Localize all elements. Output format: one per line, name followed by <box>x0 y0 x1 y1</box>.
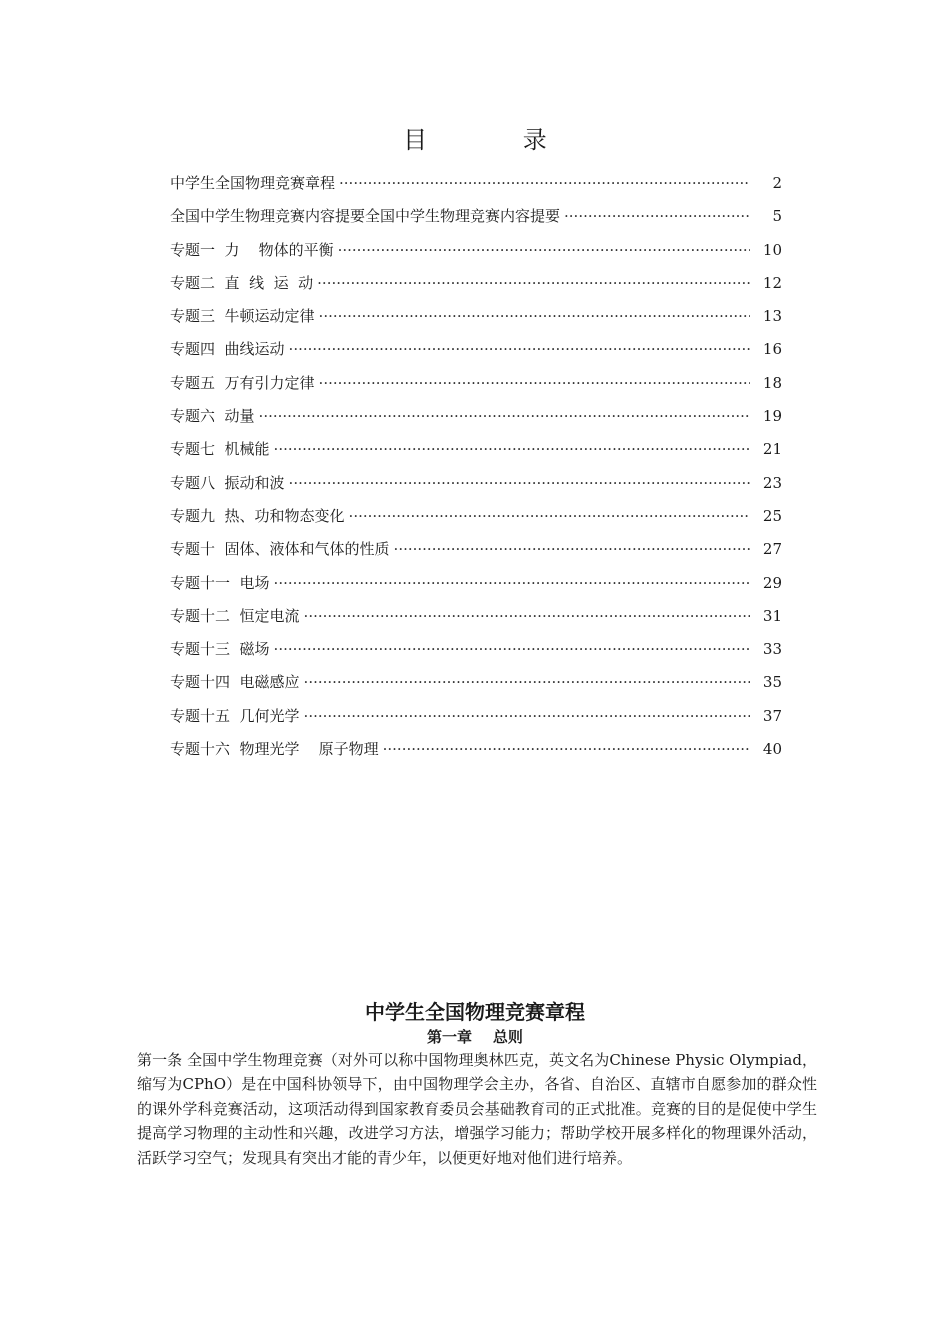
toc-entry-label: 专题十四 电磁感应 <box>170 673 300 692</box>
toc-entry[interactable] <box>170 605 782 638</box>
toc-entry-label: 专题一 力 物体的平衡 <box>170 240 334 259</box>
toc-leader-dots <box>274 440 750 458</box>
toc-entry[interactable] <box>170 505 782 538</box>
toc-entry[interactable] <box>170 372 782 405</box>
toc-entry-page: 19 <box>762 407 782 426</box>
toc-entry-label: 专题五 万有引力定律 <box>170 373 315 392</box>
toc-entry[interactable] <box>170 305 782 338</box>
toc-entry[interactable] <box>170 538 782 571</box>
toc-entry-label: 全国中学生物理竞赛内容提要全国中学生物理竞赛内容提要 <box>170 207 561 226</box>
article-paragraph: 第一条 全国中学生物理竞赛（对外可以称中国物理奥林匹克，英文名为Chinese Physic Olympiad，缩写为CPhO）是在中国科协领导下，由中国物理学会主办，各省、自治区、直辖市自愿参加的群众性的课外学科竞赛活动，这项活动得到国家教育委员会基础教育司的正式批准。竞赛的目的是促使中学生提高学习物理的主动性和兴趣，改进学习方法，增强学习能力；帮助学校开展多样化的物理课外活动，活跃学习空气；发现具有突出才能的青少年，以便更好地对他们进行培养。 <box>137 1051 817 1167</box>
toc-entry-page: 33 <box>762 640 782 659</box>
toc-entry-page: 35 <box>762 673 782 692</box>
toc-entry[interactable] <box>170 438 782 471</box>
toc-entry-page: 37 <box>762 706 782 725</box>
toc-entry[interactable] <box>170 738 782 771</box>
toc-entry-page: 2 <box>772 174 782 192</box>
toc-entry-page: 12 <box>762 273 782 292</box>
toc-entry-label: 中学生全国物理竞赛章程 <box>170 174 336 192</box>
toc-entry-page: 31 <box>762 606 782 625</box>
toc-entry[interactable] <box>170 239 782 272</box>
toc-leader-dots <box>319 374 750 392</box>
toc-leader-dots <box>319 307 750 325</box>
toc-title: 目 录 <box>403 126 591 154</box>
toc-entry-page: 40 <box>762 740 782 759</box>
toc-entry[interactable] <box>170 338 782 371</box>
toc-entry-label: 专题八 振动和波 <box>170 473 285 492</box>
toc-entry-label: 专题十五 几何光学 <box>170 706 300 725</box>
toc-entry-label: 专题二 直 线 运 动 <box>170 273 314 292</box>
toc-entry-label: 专题四 曲线运动 <box>170 340 285 359</box>
toc-entry[interactable] <box>170 472 782 505</box>
toc-entry-page: 16 <box>762 340 782 359</box>
toc-leader-dots <box>349 507 750 525</box>
toc-leader-dots <box>394 540 750 558</box>
toc-entry[interactable] <box>170 172 782 205</box>
toc-entry-page: 27 <box>762 540 782 559</box>
toc-entry-page: 18 <box>762 373 782 392</box>
toc-leader-dots <box>259 407 750 425</box>
toc-entry[interactable] <box>170 205 782 238</box>
toc-leader-dots <box>317 274 750 292</box>
toc-entry-page: 23 <box>762 473 782 492</box>
chapter-heading: 第一章 总则 <box>427 1028 523 1046</box>
toc-entry-label: 专题十三 磁场 <box>170 640 270 659</box>
toc-leader-dots <box>274 574 750 592</box>
toc-entry-label: 专题十二 恒定电流 <box>170 606 300 625</box>
toc-leader-dots <box>274 640 750 658</box>
table-of-contents <box>170 172 782 771</box>
toc-entry[interactable] <box>170 671 782 704</box>
toc-entry[interactable] <box>170 405 782 438</box>
toc-leader-dots <box>304 673 750 691</box>
toc-leader-dots <box>304 707 750 725</box>
toc-entry-label: 专题十一 电场 <box>170 573 270 592</box>
toc-entry[interactable] <box>170 705 782 738</box>
toc-entry-label: 专题三 牛顿运动定律 <box>170 307 315 326</box>
toc-leader-dots <box>383 740 750 758</box>
toc-entry-page: 10 <box>762 240 782 259</box>
toc-entry-page: 29 <box>762 573 782 592</box>
toc-leader-dots <box>289 474 750 492</box>
toc-entry-page: 5 <box>772 207 782 226</box>
toc-entry-label: 专题七 机械能 <box>170 440 270 459</box>
toc-leader-dots <box>338 241 750 259</box>
toc-entry[interactable] <box>170 272 782 305</box>
toc-entry-label: 专题十六 物理光学 原子物理 <box>170 740 379 759</box>
toc-entry-label: 专题十 固体、液体和气体的性质 <box>170 540 390 559</box>
toc-leader-dots <box>289 340 750 358</box>
toc-entry[interactable] <box>170 572 782 605</box>
toc-leader-dots <box>304 607 750 625</box>
toc-entry-page: 21 <box>762 440 782 459</box>
toc-entry-label: 专题六 动量 <box>170 407 255 426</box>
toc-entry-page: 25 <box>762 506 782 525</box>
document-heading: 中学生全国物理竞赛章程 <box>365 1000 585 1024</box>
toc-entry[interactable] <box>170 638 782 671</box>
toc-leader-dots <box>339 174 750 192</box>
toc-leader-dots <box>564 207 750 225</box>
toc-entry-label: 专题九 热、功和物态变化 <box>170 506 345 525</box>
toc-entry-page: 13 <box>762 307 782 326</box>
